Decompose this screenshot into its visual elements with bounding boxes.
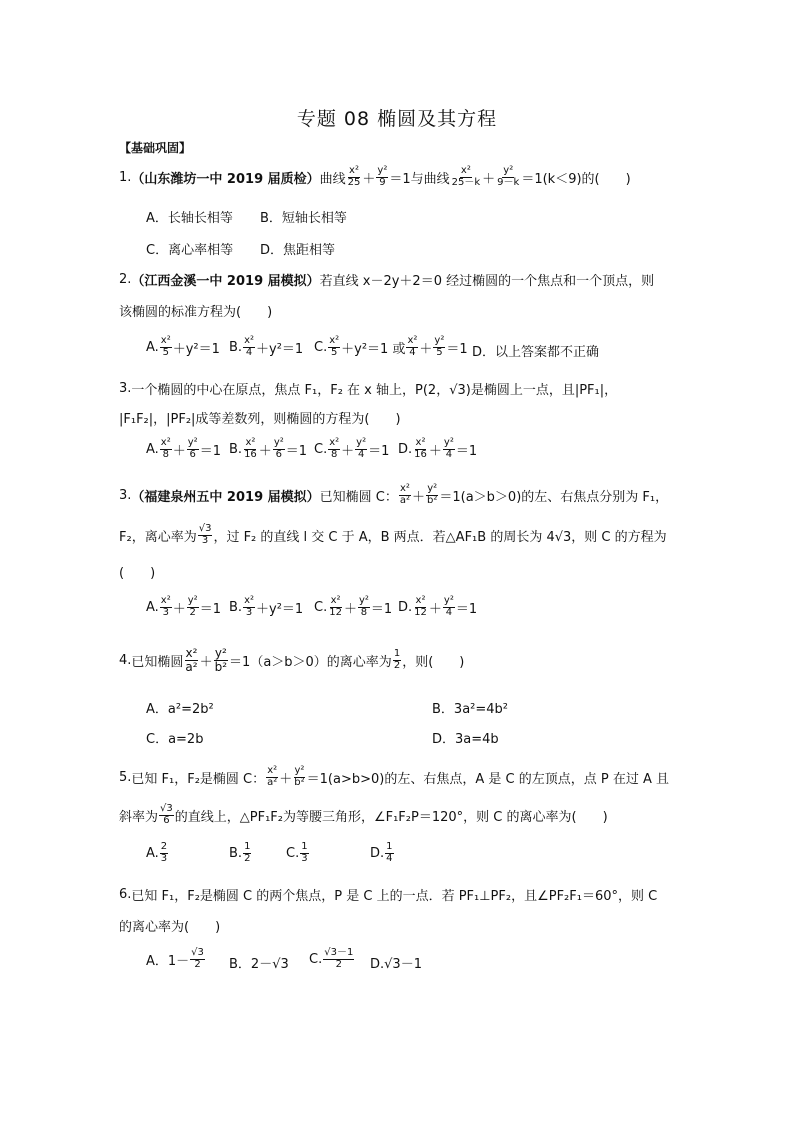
question-text: 的离心率为( ) bbox=[119, 920, 221, 935]
option-c: C. $\frac{\text{x²}}{5}$ ＋y²＝1 或 $\frac{\text{x²}}{4}$ ＋ $\frac{\text{y²}}{5}$ ＝1 bbox=[314, 335, 468, 358]
question-3b: 3. （福建泉州五中 2019 届模拟） 已知椭圆 C： $\frac{\text{x²}}{\text{a²}}$ ＋ $\frac{\text{y²}}{\text{b²}}$ ＝1(a＞b＞0)的左、右焦点分别为 F₁， bbox=[119, 483, 669, 506]
option-a: A. $\frac{\text{x²}}{8}$ ＋ $\frac{\text{y²}}{6}$ ＝1 bbox=[146, 437, 221, 460]
option-d: D. $\frac{\text{x²}}{16}$ ＋ $\frac{\text{y²}}{4}$ ＝1 bbox=[398, 437, 478, 460]
question-text: 曲线 bbox=[319, 171, 346, 187]
question-number: 2. bbox=[119, 272, 132, 287]
question-3 bbox=[119, 379, 617, 398]
option-c: C. $\frac{1}{3}$ bbox=[286, 841, 308, 864]
question-text: 该椭圆的标准方程为( ) bbox=[119, 305, 273, 320]
option-c: C．离心率相等 bbox=[146, 243, 234, 258]
option-d: D．3a=4b bbox=[432, 732, 499, 747]
fraction: $\frac{\text{y²}}{9}$ bbox=[377, 165, 388, 188]
option-b: B. $\frac{\text{x²}}{3}$ ＋y²＝1 bbox=[229, 595, 304, 618]
question-line: F₂，离心率为 $\frac{√3}{3}$ ，过 F₂ 的直线 l 交 C 于 A，B 两点．若△AF₁B 的周长为 4√3，则 C 的方程为 bbox=[119, 523, 667, 546]
option-d: D. $\frac{1}{4}$ bbox=[370, 841, 393, 864]
option-b: B．2－√3 bbox=[229, 957, 289, 972]
fraction: $\frac{\text{x²}}{25}$ bbox=[347, 165, 361, 188]
question-source: （山东潍坊一中 2019 届质检） bbox=[131, 171, 320, 187]
question-line: 斜率为 $\frac{√3}{6}$ 的直线上，△PF₁F₂为等腰三角形，∠F₁F₂P＝120°，则 C 的离心率为( ) bbox=[119, 803, 608, 826]
option-a: A．a²=2b² bbox=[146, 702, 214, 717]
question-5: 5. 已知 F₁，F₂是椭圆 C： $\frac{\text{x²}}{\text{a²}}$ ＋ $\frac{\text{y²}}{\text{b²}}$ ＝1(a>b>0)的左、右焦点，A 是 C 的左顶点，点 P 在过 A 且 bbox=[119, 765, 669, 788]
option-a: A．长轴长相等 bbox=[146, 211, 233, 226]
option-a: A．1－ $\frac{√3}{2}$ bbox=[146, 947, 204, 970]
option-c: C. $\frac{√3-1}{2}$ bbox=[309, 947, 354, 970]
option-b: B．3a²=4b² bbox=[432, 702, 508, 717]
question-2 bbox=[119, 270, 654, 289]
question-text: 已知椭圆 C： bbox=[319, 489, 398, 505]
fraction: $\frac{\text{y²}}{9-k}$ bbox=[497, 165, 520, 188]
option-d: D．焦距相等 bbox=[260, 243, 336, 258]
question-1: 1. （山东潍坊一中 2019 届质检） 曲线 $\frac{\text{x²}}{25}$ ＋ $\frac{\text{y²}}{9}$ ＝1 与曲线 $\frac{\text{x²}}{25-k}$ ＋ $\frac{\text{y²}}{9-k}$ ＝1(k＜9)的( ) bbox=[119, 165, 631, 188]
question-text: 与曲线 bbox=[410, 171, 450, 187]
option-d: D. $\frac{\text{x²}}{12}$ ＋ $\frac{\text{y²}}{4}$ ＝1 bbox=[398, 595, 478, 618]
option-d: D．以上答案都不正确 bbox=[472, 345, 600, 360]
question-source: （江西金溪一中 2019 届模拟） bbox=[131, 274, 320, 289]
question-number: 3. bbox=[119, 487, 132, 503]
option-b: B. $\frac{\text{x²}}{16}$ ＋ $\frac{\text{y²}}{6}$ ＝1 bbox=[229, 437, 308, 460]
option-d: D.√3－1 bbox=[370, 957, 422, 972]
question-source: （福建泉州五中 2019 届模拟） bbox=[131, 489, 320, 505]
question-text: |F₁F₂|，|PF₂|成等差数列，则椭圆的方程为( ) bbox=[119, 412, 401, 427]
question-number: 3. bbox=[119, 381, 132, 396]
option-c: C. $\frac{\text{x²}}{8}$ ＋ $\frac{\text{y²}}{4}$ ＝1 bbox=[314, 437, 390, 460]
question-number: 1. bbox=[119, 169, 132, 185]
question-text: ＝1(k＜9)的( ) bbox=[521, 171, 631, 187]
section-heading: 【基础巩固】 bbox=[119, 141, 192, 155]
option-a: A. $\frac{\text{x²}}{3}$ ＋ $\frac{\text{y²}}{2}$ ＝1 bbox=[146, 595, 221, 618]
question-4: 4. 已知椭圆 $\frac{\text{x²}}{\text{a²}}$ ＋ $\frac{\text{y²}}{\text{b²}}$ ＝1（a＞b＞0）的离心率为 $\frac{1}{2}$ ，则( ) bbox=[119, 646, 465, 674]
option-a: A. $\frac{2}{3}$ bbox=[146, 841, 168, 864]
question-text: ＝1(a＞b＞0)的左、右焦点分别为 F₁， bbox=[439, 489, 669, 505]
page-title: 专题 08 椭圆及其方程 bbox=[296, 108, 498, 130]
question-number: 6. bbox=[119, 887, 132, 902]
option-a: A. $\frac{\text{x²}}{5}$ ＋y²＝1 bbox=[146, 335, 220, 358]
option-b: B．短轴长相等 bbox=[260, 211, 347, 226]
question-text: ( ) bbox=[119, 566, 156, 581]
option-c: C. $\frac{\text{x²}}{12}$ ＋ $\frac{\text{y²}}{8}$ ＝1 bbox=[314, 595, 393, 618]
question-number: 5. bbox=[119, 769, 132, 785]
question-text: 一个椭圆的中心在原点，焦点 F₁，F₂ 在 x 轴上，P(2，√3)是椭圆上一点，且|PF₁|， bbox=[131, 383, 618, 398]
question-text: 若直线 x－2y＋2＝0 经过椭圆的一个焦点和一个顶点，则 bbox=[319, 274, 655, 289]
question-6: 6. 已知 F₁，F₂是椭圆 C 的两个焦点，P 是 C 上的一点．若 PF₁⊥PF₂，且∠PF₂F₁＝60°，则 C bbox=[119, 887, 658, 904]
option-c: C．a=2b bbox=[146, 732, 204, 747]
question-number: 4. bbox=[119, 652, 132, 668]
option-b: B. $\frac{\text{x²}}{4}$ ＋y²＝1 bbox=[229, 335, 304, 358]
fraction: $\frac{\text{x²}}{25-k}$ bbox=[451, 165, 481, 188]
option-b: B. $\frac{1}{2}$ bbox=[229, 841, 251, 864]
